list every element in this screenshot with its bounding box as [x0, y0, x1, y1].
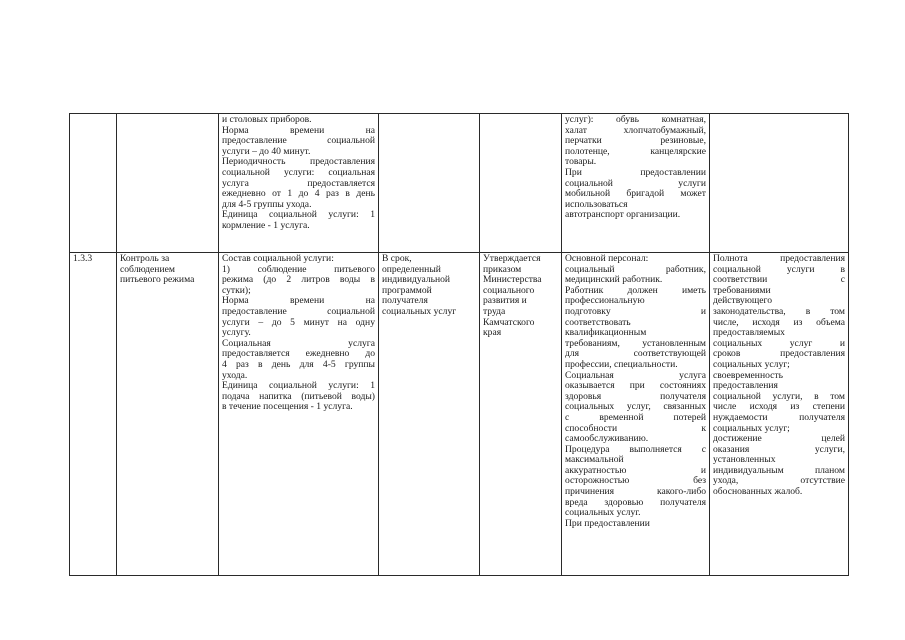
text-line: Процедура выполняется с — [565, 443, 706, 455]
text-line: Периодичность предоставления — [222, 156, 375, 168]
table-row — [70, 114, 849, 253]
text-line: труда — [483, 305, 506, 317]
cell-service-name — [117, 253, 219, 576]
text-line: социальной услуги — [565, 177, 706, 189]
cell-number — [70, 114, 117, 253]
text-line: предоставления — [713, 380, 778, 392]
cell-term — [379, 114, 480, 253]
text-line: Единица социальной услуги: 1 — [222, 380, 375, 392]
text-line: Камчатского — [483, 316, 535, 328]
text-line: кормление - 1 услуга. — [222, 219, 310, 231]
text-line: оказывается при состояниях — [565, 380, 706, 392]
text-line: товары. — [565, 156, 597, 168]
text-line: Норма времени на — [222, 295, 375, 307]
text-line: с временной потерей — [565, 411, 706, 423]
cell-evaluation — [710, 253, 849, 576]
text-line: предоставляемых — [713, 327, 785, 339]
text-line: осторожностью без — [565, 475, 706, 487]
text-line: здоровья получателя — [565, 390, 706, 402]
text-line: Работник должен иметь — [565, 284, 706, 296]
text-line: питьевого режима — [120, 274, 195, 286]
text-line: установленных — [713, 454, 776, 466]
text-line: получателя — [382, 295, 428, 307]
text-line: Основной персонал: — [565, 253, 649, 264]
text-line: своевременность — [713, 369, 783, 381]
cell-price — [480, 253, 562, 576]
text-line: определенный — [382, 263, 441, 275]
text-line: подача напитка (питьевой воды) — [222, 390, 375, 402]
text-line: профессии, специальности. — [565, 358, 678, 370]
cell-service-name — [117, 114, 219, 253]
text-line: профессиональную — [565, 295, 645, 307]
text-line: максимальной — [565, 454, 624, 466]
text-line: услуга предоставляется — [222, 177, 375, 189]
text-line: предоставление социальной — [222, 305, 375, 317]
text-line: индивидуальным планом — [713, 464, 845, 476]
text-line: социальных услуг; — [713, 358, 790, 370]
text-line: социальных услуг и — [713, 337, 845, 349]
cell-description — [219, 253, 379, 576]
text-line: подготовку и — [565, 305, 706, 317]
text-line: нуждаемости получателя — [713, 411, 845, 423]
text-line: в течение посещения - 1 услуга. — [222, 401, 353, 413]
text-line: оказания услуги, — [713, 443, 845, 455]
text-line: услуг): обувь комнатная, — [565, 114, 706, 125]
text-line: В срок, — [382, 253, 412, 264]
text-line: услуги – до 40 минут. — [222, 145, 311, 157]
text-line: автотранспорт организации. — [565, 209, 681, 221]
text-line: социальный работник, — [565, 263, 706, 275]
text-line: социальных услуг — [382, 305, 457, 317]
table-row — [70, 253, 849, 576]
text-line: При предоставлении — [565, 166, 706, 178]
text-line: приказом — [483, 263, 522, 275]
text-line: Министерства — [483, 274, 542, 286]
cell-conditions — [562, 114, 710, 253]
text-line: индивидуальной — [382, 274, 451, 286]
text-line: медицинский работник. — [565, 274, 663, 286]
text-line: халат хлопчатобумажный, — [565, 124, 706, 136]
cell-evaluation — [710, 114, 849, 253]
text-line: способности к — [565, 422, 706, 434]
text-line: соответствовать — [565, 316, 631, 328]
cell-description — [219, 114, 379, 253]
text-line: ухода, отсутствие — [713, 475, 845, 487]
text-line: развития и — [483, 295, 527, 307]
text-line: 4 раз в день для 4-5 группы — [222, 358, 375, 370]
text-line: перчатки резиновые, — [565, 135, 706, 147]
text-line: Социальная услуга — [222, 337, 375, 349]
text-line: социальных услуг; — [713, 422, 790, 434]
text-line: Норма времени на — [222, 124, 375, 136]
text-line: использоваться — [565, 198, 628, 210]
text-line: социальных услуг, связанных — [565, 401, 706, 413]
text-line: требованиям, установленным — [565, 337, 706, 349]
text-line: социальных услуг. — [565, 507, 641, 519]
text-line: Социальная услуга — [565, 369, 706, 381]
cell-price — [480, 114, 562, 253]
text-line: социальной услуги: социальная — [222, 166, 375, 178]
text-line: Состав социальной услуги: — [222, 253, 334, 264]
text-line: вреда здоровью получателя — [565, 496, 706, 508]
text-line: для 4-5 группы ухода. — [222, 198, 312, 210]
text-line: самообслуживанию. — [565, 433, 649, 445]
text-line: сроков предоставления — [713, 348, 845, 360]
text-line: ежедневно от 1 до 4 раз в день — [222, 188, 375, 200]
text-line: предоставляется ежедневно до — [222, 348, 375, 360]
text-line: достижение целей — [713, 433, 845, 445]
text-line: предоставление социальной — [222, 135, 375, 147]
services-table — [69, 113, 849, 576]
text-line: услугу. — [222, 327, 251, 339]
text-line: При предоставлении — [565, 517, 650, 529]
text-line: причинения какого-либо — [565, 486, 706, 498]
text-line: действующего — [713, 295, 773, 307]
text-line: квалификационным — [565, 327, 647, 339]
text-line: сутки); — [222, 284, 251, 296]
cell-conditions — [562, 253, 710, 576]
text-line: услуги – до 5 минут на одну — [222, 316, 375, 328]
text-line: социальной услуги в — [713, 263, 845, 275]
text-line: обоснованных жалоб. — [713, 486, 803, 498]
text-line: аккуратностью и — [565, 464, 706, 476]
cell-number — [70, 253, 117, 576]
text-line: для соответствующей — [565, 348, 706, 360]
text-line: соответствии с — [713, 274, 845, 286]
text-line: числе исходя из степени — [713, 401, 845, 413]
text-line: программой — [382, 284, 432, 296]
text-line: мобильной бригадой может — [565, 188, 706, 200]
text-line: социальной услуги, в том — [713, 390, 845, 402]
text-line: края — [483, 327, 502, 339]
service-number: 1.3.3 — [73, 253, 93, 264]
text-line: режима (до 2 литров воды в — [222, 274, 375, 286]
cell-term — [379, 253, 480, 576]
text-line: 1) соблюдение питьевого — [222, 263, 375, 275]
text-line: и столовых приборов. — [222, 114, 312, 125]
text-line: социального — [483, 284, 535, 296]
text-line: Единица социальной услуги: 1 — [222, 209, 375, 221]
text-line: Утверждается — [483, 253, 541, 264]
text-line: полотенце, канцелярские — [565, 145, 706, 157]
text-line: требованиями — [713, 284, 771, 296]
text-line: ухода. — [222, 369, 248, 381]
text-line: числе, исходя из объема — [713, 316, 845, 328]
text-line: соблюдением — [120, 263, 175, 275]
text-line: законодательства, в том — [713, 305, 845, 317]
text-line: Полнота предоставления — [713, 253, 845, 264]
text-line: Контроль за — [120, 253, 170, 264]
